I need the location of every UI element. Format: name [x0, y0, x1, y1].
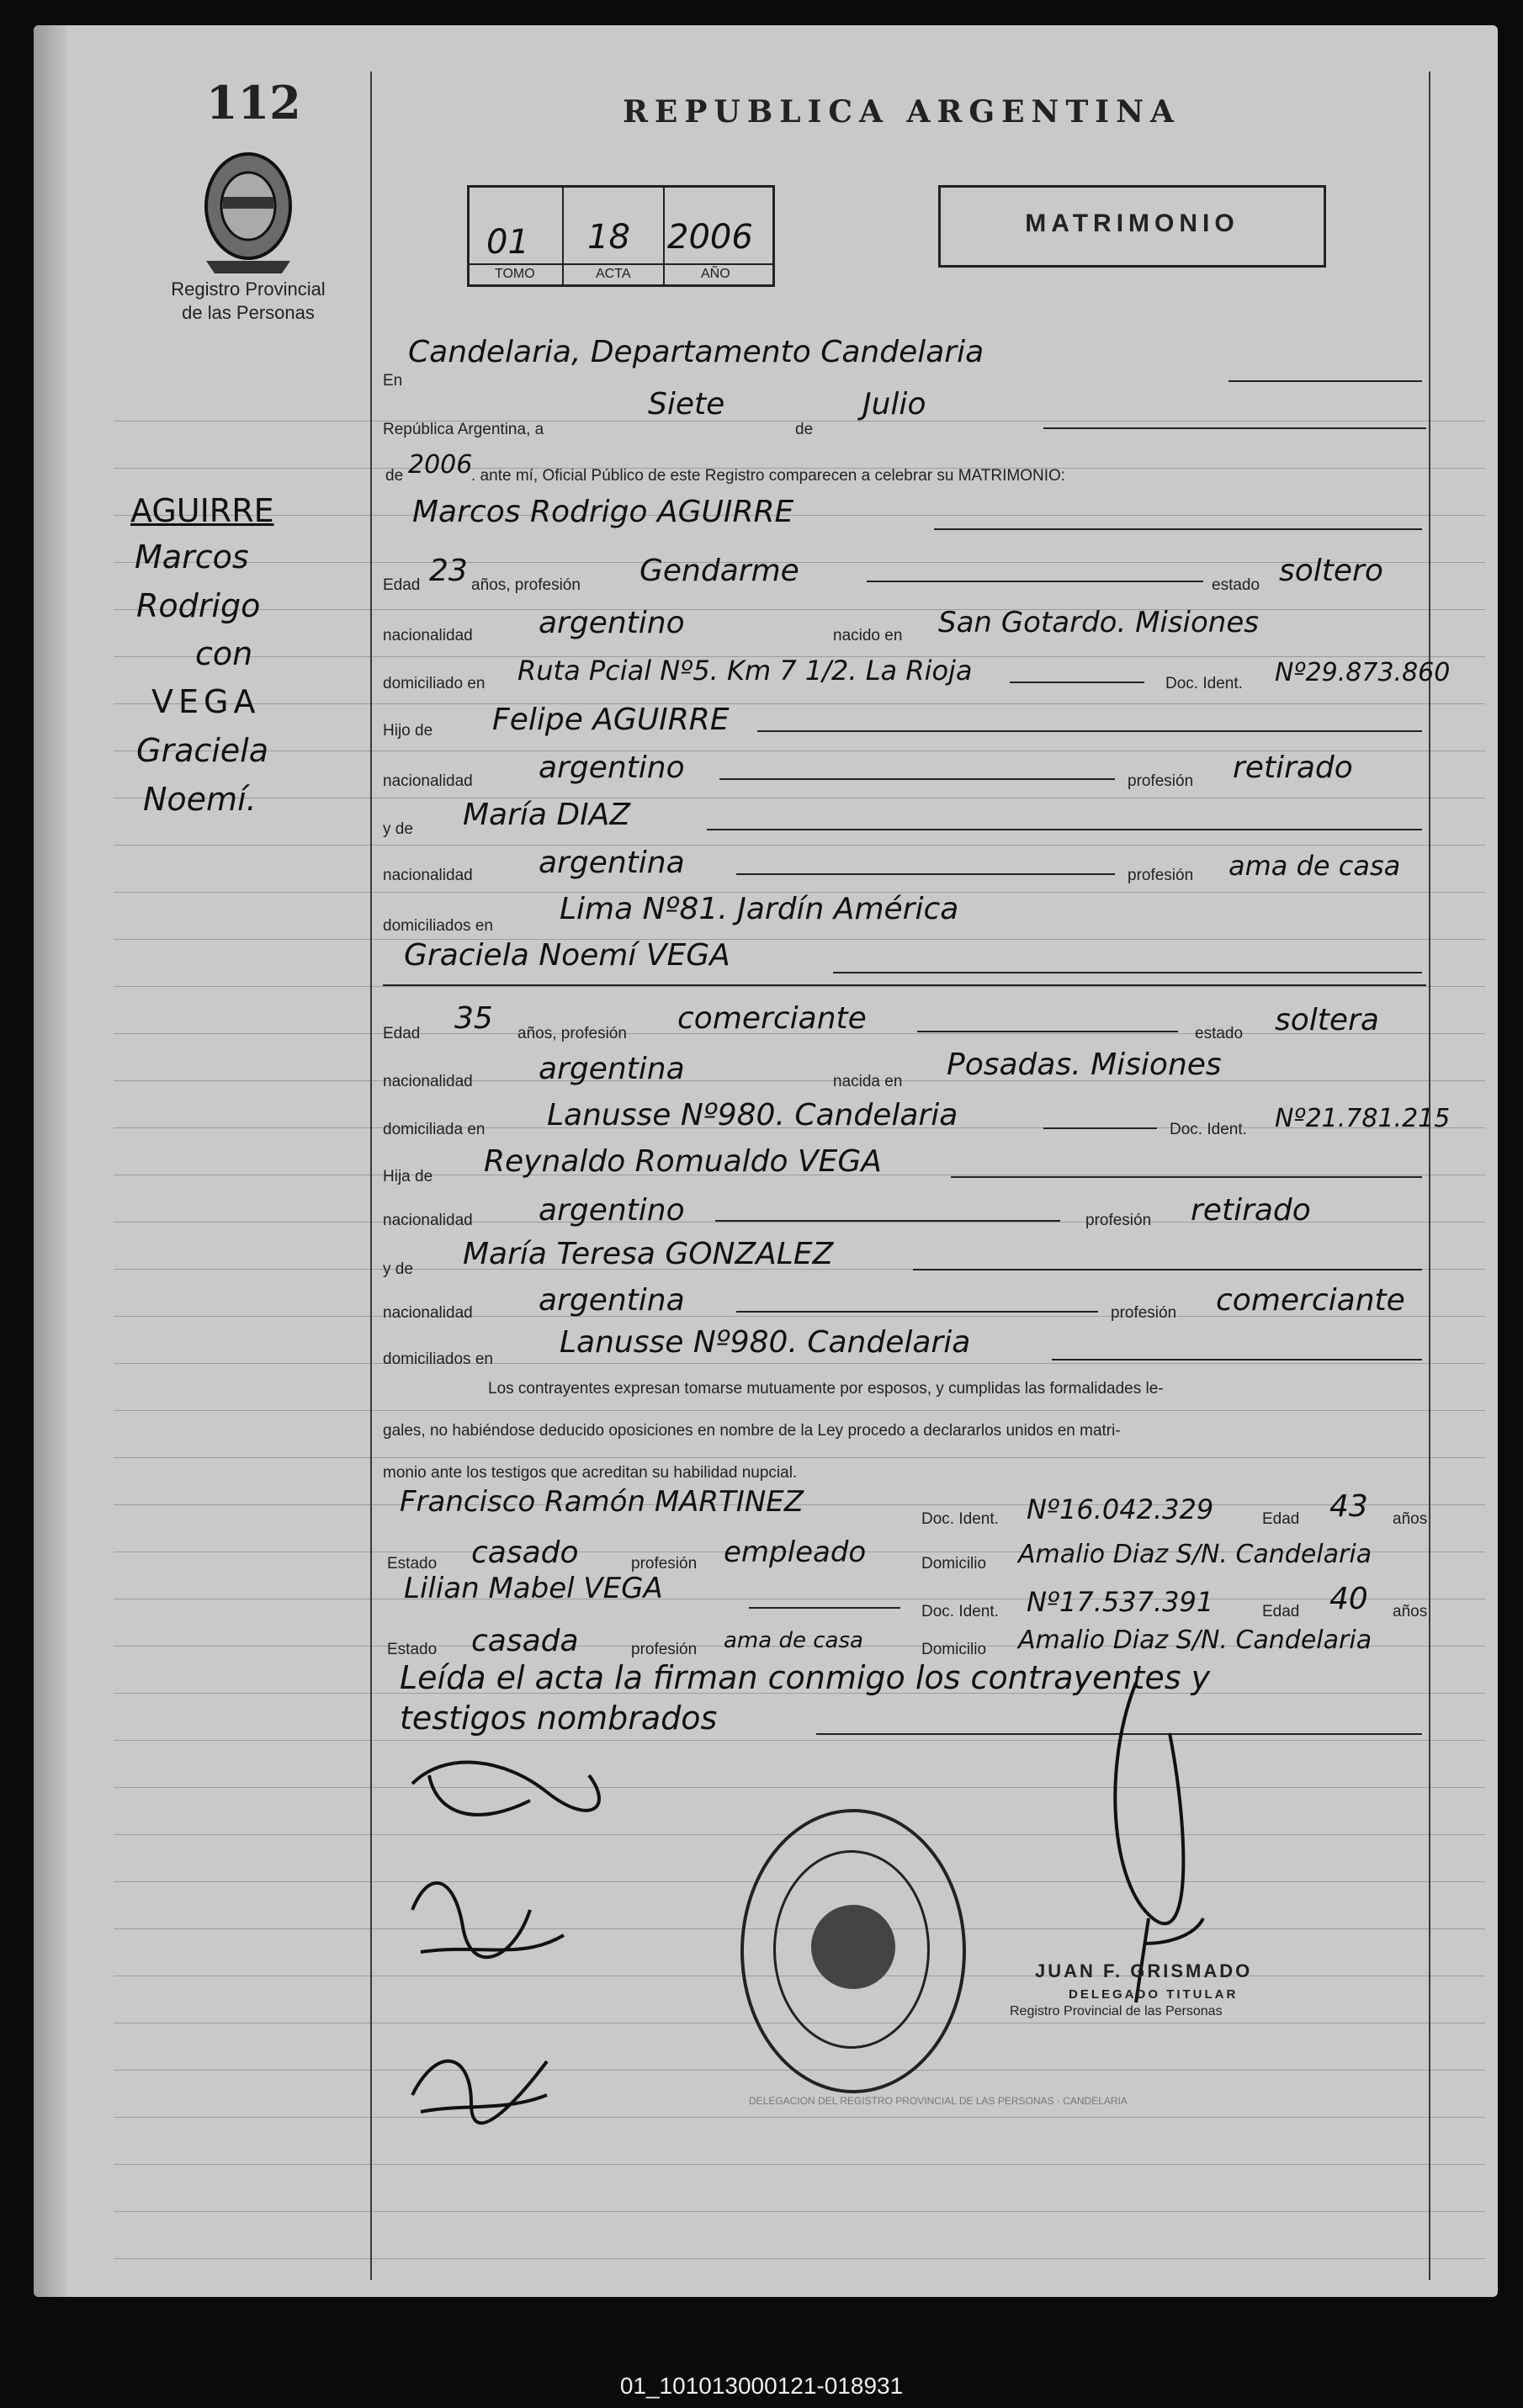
- bride-profession: comerciante: [677, 1001, 867, 1036]
- label-anos: años: [1393, 1603, 1428, 1620]
- label-doc: Doc. Ident.: [921, 1510, 999, 1528]
- fill-line: [917, 1031, 1178, 1032]
- label-domicilio: Domicilio: [921, 1555, 987, 1573]
- ruled-line: [114, 845, 1485, 846]
- label-profesion: profesión: [1128, 867, 1194, 884]
- book-spine: [34, 25, 67, 2297]
- act-type: MATRIMONIO: [1025, 210, 1239, 237]
- label-republica: República Argentina, a: [383, 421, 544, 438]
- label-anos-profesion: años, profesión: [517, 1025, 627, 1042]
- witness2-doc: Nº17.537.391: [1027, 1586, 1214, 1618]
- label-nacionalidad: nacionalidad: [383, 772, 473, 790]
- act-type-box: [938, 185, 1326, 268]
- right-border: [1429, 72, 1430, 2280]
- ruled-line: [114, 1740, 1485, 1741]
- bride-father-prof: retirado: [1191, 1193, 1311, 1228]
- fill-line: [736, 873, 1115, 875]
- groom-age: 23: [429, 554, 468, 588]
- label-doc: Doc. Ident.: [921, 1603, 999, 1620]
- bride-age: 35: [454, 1001, 493, 1036]
- coat-of-arms-icon: [189, 143, 307, 278]
- label-domicilio: domiciliado en: [383, 675, 486, 692]
- witness1-address: Amalio Diaz S/N. Candelaria: [1018, 1540, 1372, 1569]
- label-anos-profesion: años, profesión: [471, 576, 581, 594]
- ruled-line: [114, 609, 1485, 610]
- signatures-scribble: [379, 1742, 648, 2145]
- label-doc: Doc. Ident.: [1170, 1121, 1247, 1138]
- bride-doc: Nº21.781.215: [1275, 1104, 1451, 1133]
- witness1-estado: casado: [471, 1535, 579, 1570]
- bride-parents-address: Lanusse Nº980. Candelaria: [560, 1325, 971, 1360]
- groom-mother-prof: ama de casa: [1228, 850, 1401, 882]
- fill-line: [715, 1220, 1060, 1222]
- official-name: JUAN F. GRISMADO: [1035, 1960, 1253, 1981]
- witness2-profession: ama de casa: [724, 1628, 863, 1653]
- groom-mother: María DIAZ: [463, 798, 631, 832]
- declaration-line-3: monio ante los testigos que acreditan su habilidad nupcial.: [383, 1464, 798, 1482]
- groom-name: Marcos Rodrigo AGUIRRE: [412, 495, 794, 529]
- witness2-estado: casada: [471, 1624, 579, 1658]
- tomo-acta-box: [467, 185, 775, 287]
- ruled-line: [114, 2258, 1485, 2259]
- fill-line: [913, 1269, 1422, 1270]
- label-de: de: [795, 421, 814, 438]
- label-doc: Doc. Ident.: [1165, 675, 1243, 692]
- groom-father-prof: retirado: [1233, 751, 1353, 785]
- fill-line: [833, 972, 1422, 973]
- label-domicilio: domiciliada en: [383, 1121, 486, 1138]
- fill-line: [736, 1311, 1098, 1313]
- bride-birthplace: Posadas. Misiones: [947, 1048, 1222, 1082]
- label-nacionalidad: nacionalidad: [383, 867, 473, 884]
- ruled-line: [114, 703, 1485, 704]
- fill-line: [383, 984, 1426, 986]
- label-estado: Estado: [387, 1641, 438, 1658]
- groom-birthplace: San Gotardo. Misiones: [938, 606, 1259, 639]
- witness1-profession: empleado: [724, 1535, 867, 1569]
- groom-estado: soltero: [1279, 554, 1383, 588]
- label-estado: estado: [1195, 1025, 1244, 1042]
- witness1-name: Francisco Ramón MARTINEZ: [400, 1485, 804, 1519]
- label-nacido: nacido en: [833, 627, 903, 644]
- ruled-line: [114, 515, 1485, 516]
- fill-line: [749, 1607, 900, 1609]
- ruled-line: [114, 1457, 1485, 1458]
- label-domicilio: Domicilio: [921, 1641, 987, 1658]
- label-domiciliados: domiciliados en: [383, 1350, 493, 1368]
- field-place: Candelaria, Departamento Candelaria: [408, 335, 984, 369]
- bride-address: Lanusse Nº980. Candelaria: [547, 1098, 958, 1132]
- label-edad: Edad: [1262, 1603, 1300, 1620]
- margin-given-1: Marcos: [135, 538, 249, 575]
- fill-line: [1228, 380, 1422, 382]
- label-nacida: nacida en: [833, 1073, 903, 1090]
- closing-line-2: testigos nombrados: [400, 1700, 718, 1737]
- register-page: [34, 25, 1498, 2297]
- groom-father-nat: argentino: [539, 751, 685, 785]
- registry-name: Registro Provincial: [171, 278, 326, 300]
- groom-nationality: argentino: [539, 606, 685, 640]
- ruled-line: [114, 2211, 1485, 2212]
- margin-divider: [370, 72, 372, 2280]
- fill-line: [1010, 682, 1144, 683]
- label-profesion: profesión: [631, 1555, 698, 1573]
- witness2-age: 40: [1329, 1582, 1368, 1616]
- label-estado: estado: [1212, 576, 1260, 594]
- ruled-line: [114, 2117, 1485, 2118]
- seal-text: DELEGACION DEL REGISTRO PROVINCIAL DE LAS PERSONAS · CANDELARIA: [749, 2095, 1128, 2107]
- groom-mother-nat: argentina: [539, 846, 685, 880]
- acta-label: ACTA: [596, 267, 631, 281]
- bride-mother-prof: comerciante: [1216, 1283, 1405, 1318]
- fill-line: [951, 1176, 1422, 1178]
- registry-seal: [740, 1809, 966, 2093]
- margin-given-2: Rodrigo: [136, 587, 261, 624]
- groom-profession: Gendarme: [639, 554, 799, 588]
- groom-address: Ruta Pcial Nº5. Km 7 1/2. La Rioja: [517, 655, 973, 687]
- fill-line: [934, 528, 1422, 530]
- ano-label: AÑO: [701, 267, 730, 281]
- label-hijo: Hijo de: [383, 722, 433, 740]
- bride-father-nat: argentino: [539, 1193, 685, 1228]
- tomo-value: 01: [486, 223, 529, 262]
- document-id: 01_101013000121-018931: [619, 2373, 904, 2399]
- fill-line: [1043, 1127, 1157, 1129]
- margin-surname-groom: AGUIRRE: [130, 492, 274, 529]
- page-number: 112: [206, 76, 301, 130]
- ruled-line: [114, 2164, 1485, 2165]
- label-yde: y de: [383, 1260, 413, 1278]
- groom-doc: Nº29.873.860: [1275, 658, 1451, 687]
- label-anos: años: [1393, 1510, 1428, 1528]
- fill-line: [1052, 1359, 1422, 1360]
- ruled-line: [114, 1080, 1485, 1081]
- label-edad: Edad: [1262, 1510, 1300, 1528]
- country-title: REPUBLICA ARGENTINA: [623, 94, 1181, 130]
- field-year: 2006: [408, 450, 473, 480]
- label-nacionalidad: nacionalidad: [383, 1212, 473, 1229]
- groom-parents-address: Lima Nº81. Jardín América: [560, 892, 959, 926]
- label-profesion: profesión: [1085, 1212, 1152, 1229]
- registry-name-line2: de las Personas: [182, 302, 315, 323]
- label-year-prefix: de: [385, 467, 404, 485]
- official-title: DELEGADO TITULAR: [1069, 1987, 1239, 2002]
- label-profesion: profesión: [1128, 772, 1194, 790]
- label-en: En: [383, 372, 403, 390]
- label-estado: Estado: [387, 1555, 438, 1573]
- witness2-address: Amalio Diaz S/N. Candelaria: [1018, 1626, 1372, 1655]
- label-nacionalidad: nacionalidad: [383, 1073, 473, 1090]
- fill-line: [707, 829, 1422, 830]
- margin-given-4: Noemí.: [143, 781, 257, 818]
- label-profesion: profesión: [1111, 1304, 1177, 1322]
- witness2-name: Lilian Mabel VEGA: [404, 1572, 663, 1605]
- witness1-age: 43: [1329, 1489, 1368, 1524]
- ruled-line: [114, 1410, 1485, 1411]
- declaration-line-1: Los contrayentes expresan tomarse mutuamente por esposos, y cumplidas las formalidades le-: [488, 1380, 1164, 1398]
- acta-value: 18: [587, 218, 630, 257]
- ruled-line: [114, 1363, 1485, 1364]
- ruled-line: [114, 939, 1485, 940]
- bride-mother: María Teresa GONZALEZ: [463, 1237, 834, 1271]
- bride-estado: soltera: [1275, 1003, 1379, 1037]
- label-domiciliados: domiciliados en: [383, 917, 493, 935]
- field-day: Siete: [648, 387, 725, 422]
- label-nacionalidad: nacionalidad: [383, 627, 473, 644]
- label-statement: . ante mí, Oficial Público de este Registro comparecen a celebrar su MATRIMONIO:: [471, 467, 1066, 485]
- ruled-line: [114, 986, 1485, 987]
- label-edad: Edad: [383, 1025, 421, 1042]
- fill-line: [1043, 427, 1426, 429]
- margin-given-3: Graciela: [136, 732, 269, 769]
- label-hija: Hija de: [383, 1168, 433, 1185]
- bride-father: Reynaldo Romualdo VEGA: [484, 1144, 882, 1179]
- bride-mother-nat: argentina: [539, 1283, 685, 1318]
- label-nacionalidad: nacionalidad: [383, 1304, 473, 1322]
- declaration-line-2: gales, no habiéndose deducido oposiciones en nombre de la Ley procedo a declararlos unidos en matri-: [383, 1422, 1121, 1440]
- ruled-line: [114, 1787, 1485, 1788]
- official-office: Registro Provincial de las Personas: [1010, 2004, 1223, 2018]
- bride-name: Graciela Noemí VEGA: [404, 938, 730, 973]
- tomo-label: TOMO: [495, 267, 535, 281]
- margin-surname-bride: VEGA: [151, 683, 261, 720]
- bride-nationality: argentina: [539, 1052, 685, 1086]
- label-yde: y de: [383, 820, 413, 838]
- fill-line: [757, 730, 1422, 732]
- witness1-doc: Nº16.042.329: [1027, 1493, 1214, 1525]
- fill-line: [867, 581, 1203, 582]
- field-month: Julio: [862, 387, 926, 422]
- fill-line: [719, 778, 1115, 780]
- label-edad: Edad: [383, 576, 421, 594]
- margin-con: con: [195, 635, 253, 672]
- closing-line-1: Leída el acta la firman conmigo los contrayentes y: [400, 1659, 1211, 1696]
- groom-father: Felipe AGUIRRE: [492, 703, 730, 737]
- label-profesion: profesión: [631, 1641, 698, 1658]
- ano-value: 2006: [667, 218, 753, 257]
